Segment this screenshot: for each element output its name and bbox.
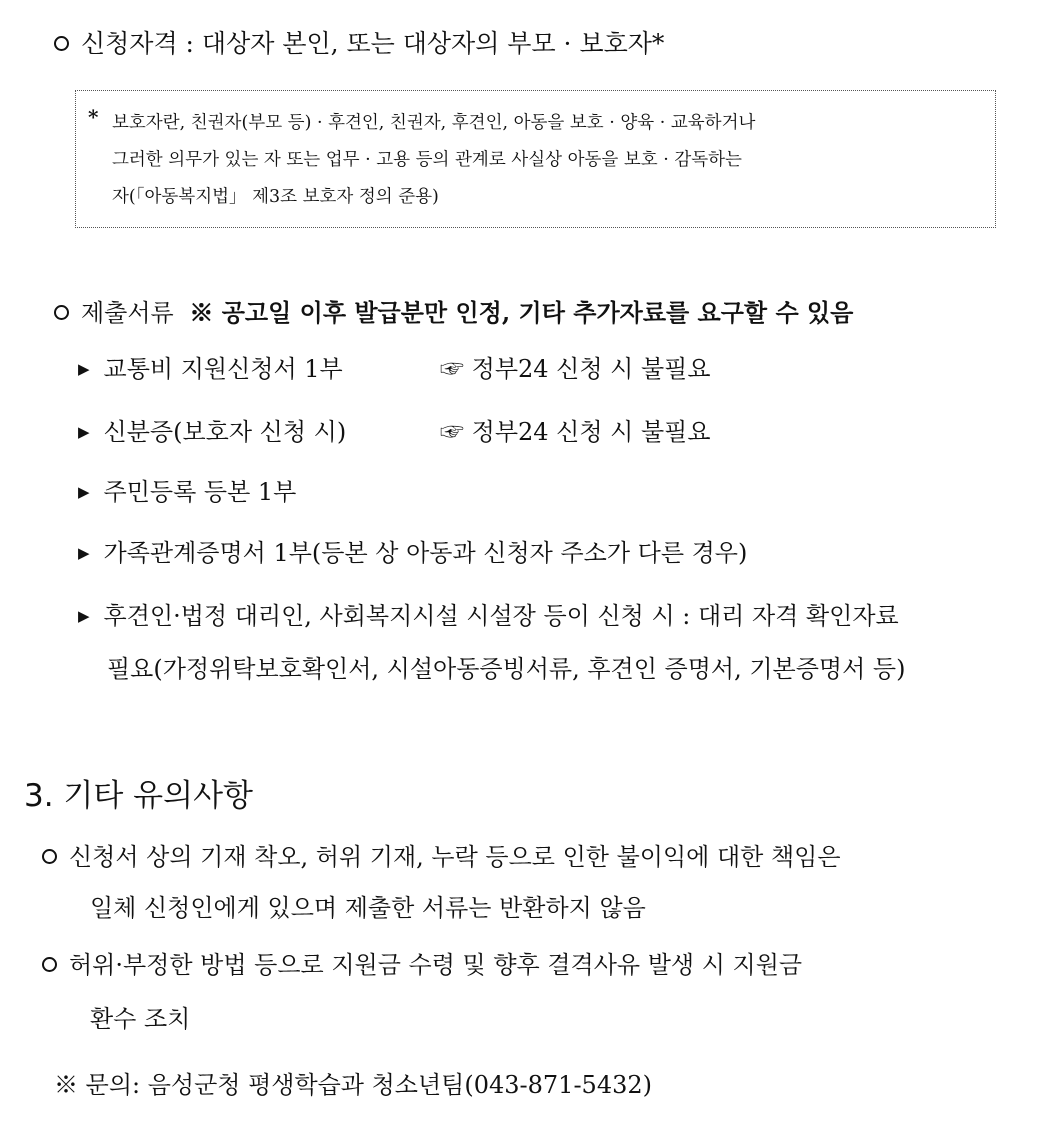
circle-bullet-icon <box>42 849 57 864</box>
document-item: ▶ 가족관계증명서 1부(등본 상 아동과 신청자 주소가 다른 경우) <box>78 539 748 567</box>
document-item: ▶ 주민등록 등본 1부 <box>78 478 297 506</box>
note-line-3: 자(「아동복지법」 제3조 보호자 정의 준용) <box>112 187 439 207</box>
note-marker: * <box>88 105 99 129</box>
triangle-bullet-icon: ▶ <box>78 359 90 378</box>
triangle-bullet-icon: ▶ <box>78 606 90 625</box>
document-item-extra: ☞ 정부24 신청 시 불필요 <box>440 355 711 383</box>
contact-info: ※ 문의: 음성군청 평생학습과 청소년팀(043-871-5432) <box>54 1071 653 1099</box>
notice-bullet: 신청서 상의 기재 착오, 허위 기재, 누락 등으로 인한 불이익에 대한 책임은 <box>42 842 841 872</box>
triangle-bullet-icon: ▶ <box>78 422 90 441</box>
guardian-definition-note <box>75 90 996 228</box>
note-line-1: 보호자란, 친권자(부모 등) · 후견인, 친권자, 후견인, 아동을 보호 · 양육 · 교육하거나 <box>112 113 756 133</box>
documents-title: 제출서류 <box>81 299 174 327</box>
circle-bullet-icon <box>54 36 69 51</box>
document-item: ▶ 후견인·법정 대리인, 사회복지시설 시설장 등이 신청 시 : 대리 자격 확인자료 <box>78 602 899 630</box>
documents-heading <box>54 298 853 328</box>
document-item-extra: ☞ 정부24 신청 시 불필요 <box>440 418 711 446</box>
note-line-2: 그러한 의무가 있는 자 또는 업무 · 고용 등의 관계로 사실상 아동을 보호 · 감독하는 <box>112 150 742 170</box>
document-item: ▶ 신분증(보호자 신청 시) <box>78 418 347 446</box>
section-heading: 3. 기타 유의사항 <box>24 778 253 814</box>
document-item: ▶ 교통비 지원신청서 1부 <box>78 355 343 383</box>
eligibility-line <box>54 28 664 60</box>
circle-bullet-icon <box>42 957 57 972</box>
triangle-bullet-icon: ▶ <box>78 482 90 501</box>
eligibility-text: 신청자격 : 대상자 본인, 또는 대상자의 부모 · 보호자* <box>81 29 665 58</box>
triangle-bullet-icon: ▶ <box>78 543 90 562</box>
notice-bullet-continuation: 환수 조치 <box>90 1005 191 1033</box>
notice-bullet-continuation: 일체 신청인에게 있으며 제출한 서류는 반환하지 않음 <box>90 894 646 922</box>
circle-bullet-icon <box>54 305 69 320</box>
document-item-continuation: 필요(가정위탁보호확인서, 시설아동증빙서류, 후견인 증명서, 기본증명서 등) <box>107 655 906 683</box>
notice-bullet: 허위·부정한 방법 등으로 지원금 수령 및 향후 결격사유 발생 시 지원금 <box>42 950 802 980</box>
documents-notice: ※ 공고일 이후 발급분만 인정, 기타 추가자료를 요구할 수 있음 <box>189 298 854 327</box>
